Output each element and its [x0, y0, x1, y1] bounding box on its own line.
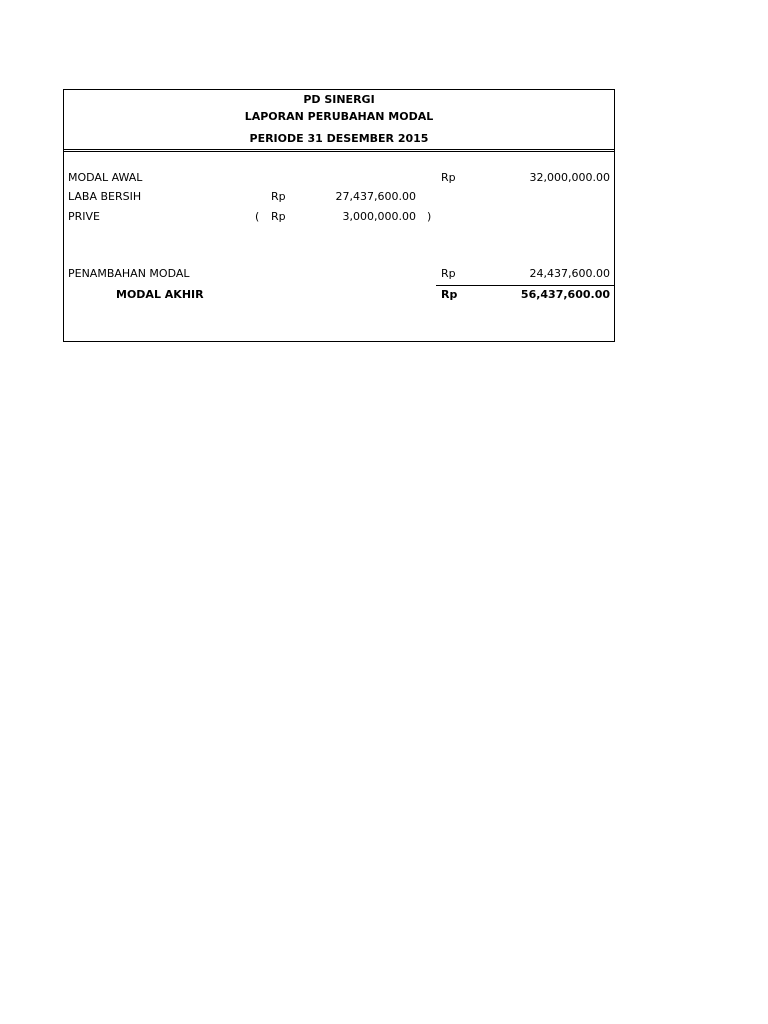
row-amount-laba-bersih: 27,437,600.00 — [335, 190, 416, 203]
row-label-modal-akhir: MODAL AKHIR — [116, 288, 204, 301]
row-label-laba-bersih: LABA BERSIH — [68, 190, 142, 203]
header-double-rule — [64, 151, 614, 152]
row-currency-laba-bersih: Rp — [271, 190, 286, 203]
row-currency-prive: Rp — [271, 210, 286, 223]
total-rule — [436, 285, 614, 286]
row-label-modal-awal: MODAL AWAL — [68, 171, 143, 184]
row-label-prive: PRIVE — [68, 210, 100, 223]
row-close-paren-prive: ) — [427, 210, 432, 223]
row-currency-modal-awal: Rp — [441, 171, 456, 184]
row-currency-modal-akhir: Rp — [441, 288, 458, 301]
report-header — [64, 90, 614, 150]
report-period: PERIODE 31 DESEMBER 2015 — [249, 132, 429, 145]
row-open-paren-prive: ( — [255, 210, 260, 223]
capital-change-report — [63, 89, 615, 342]
row-amount-prive: 3,000,000.00 — [342, 210, 416, 223]
row-amount-modal-akhir: 56,437,600.00 — [520, 288, 610, 301]
row-amount-penambahan-modal: 24,437,600.00 — [529, 267, 610, 280]
report-title: LAPORAN PERUBAHAN MODAL — [244, 110, 434, 123]
row-currency-penambahan-modal: Rp — [441, 267, 456, 280]
row-label-penambahan-modal: PENAMBAHAN MODAL — [68, 267, 190, 280]
row-amount-modal-awal: 32,000,000.00 — [529, 171, 610, 184]
company-name: PD SINERGI — [303, 93, 375, 106]
